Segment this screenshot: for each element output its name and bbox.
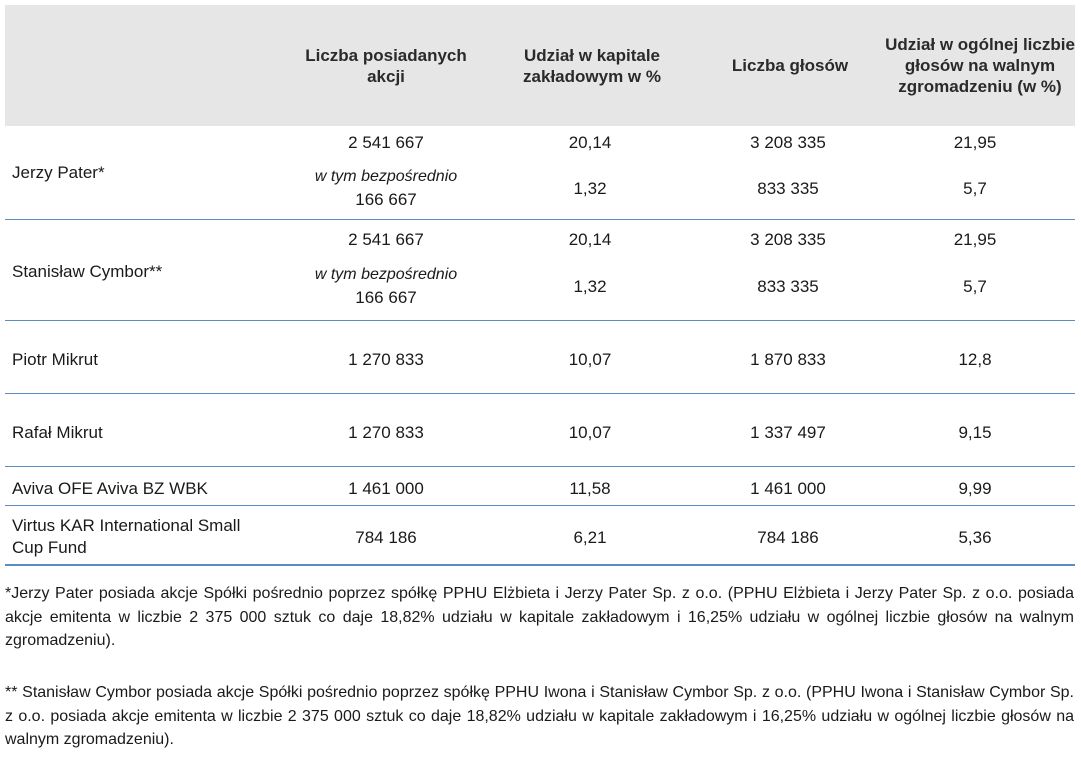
vote-share-cell: 5,36	[958, 528, 992, 547]
votes-cell: 1 870 833	[750, 350, 826, 369]
vote-share-cell: 21,95	[953, 133, 997, 152]
row-divider	[5, 393, 1075, 394]
shares-cell: 1 270 833	[348, 350, 424, 369]
shareholder-name: Stanisław Cymbor**	[12, 262, 163, 281]
direct-label: w tym bezpośrednio	[314, 266, 458, 283]
row-divider	[5, 320, 1075, 321]
footnote-jerzy-pater: *Jerzy Pater posiada akcje Spółki pośrednio poprzez spółkę PPHU Elżbieta i Jerzy Pater Sp. z o.o. (PPHU Elżbieta i Jerzy Pater Sp. z o.o. posiada akcje emitenta w liczbie 2 375 000 sztuk co daje 18,82% udziału w kapitale zakładowym i 16,25% udziału w ogólnej liczbie głosów na walnym zgromadzeniu).	[5, 585, 1074, 649]
shares-cell: 1 270 833	[348, 423, 424, 442]
header-capital-share: Udział w kapitale zakładowym w %	[523, 45, 661, 86]
shares-cell: 784 186	[355, 528, 417, 547]
votes-cell: 3 208 335	[750, 230, 826, 249]
capital-cell: 10,07	[568, 423, 612, 442]
header-vote-share: Udział w ogólnej liczbie głosów na walnym zgromadzeniu (w %)	[885, 35, 1075, 96]
direct-votes-cell: 833 335	[757, 179, 819, 198]
direct-capital-cell: 1,32	[573, 179, 607, 198]
vote-share-cell: 12,8	[958, 350, 992, 369]
header-votes: Liczba głosów	[731, 56, 849, 75]
vote-share-cell: 9,99	[958, 479, 992, 498]
direct-capital-cell: 1,32	[573, 277, 607, 296]
votes-cell: 3 208 335	[750, 133, 826, 152]
capital-cell: 6,21	[573, 528, 607, 547]
shareholder-name: Virtus KAR International Small Cup Fund	[12, 516, 241, 557]
capital-cell: 20,14	[568, 230, 612, 249]
direct-vote-share-cell: 5,7	[963, 277, 987, 296]
shares-cell: 1 461 000	[348, 479, 424, 498]
footnote-stanislaw-cymbor: ** Stanisław Cymbor posiada akcje Spółki pośrednio poprzez spółkę PPHU Iwona i Stanisław Cymbor Sp. z o.o. (PPHU Iwona i Stanisław Cymbor Sp. z o.o. posiada akcje emitenta w liczbie 2 375 000 sztuk co daje 18,82% udziału w kapitale zakładowym i 16,25% udziału w ogólnej liczbie głosów na walnym zgromadzeniu).	[5, 684, 1074, 748]
votes-cell: 1 461 000	[750, 479, 826, 498]
header-shares: Liczba posiadanych akcji	[305, 45, 467, 86]
row-divider	[5, 505, 1075, 506]
capital-cell: 11,58	[569, 479, 611, 498]
capital-cell: 10,07	[568, 350, 612, 369]
vote-share-cell: 21,95	[953, 230, 997, 249]
votes-cell: 784 186	[757, 528, 819, 547]
capital-cell: 20,14	[568, 133, 612, 152]
shareholder-name: Rafał Mikrut	[12, 423, 103, 442]
direct-vote-share-cell: 5,7	[963, 179, 987, 198]
shareholder-name: Aviva OFE Aviva BZ WBK	[12, 479, 208, 498]
direct-shares-cell: 166 667	[355, 190, 417, 209]
direct-votes-cell: 833 335	[757, 277, 819, 296]
row-divider	[5, 466, 1075, 467]
votes-cell: 1 337 497	[750, 423, 826, 442]
shares-cell: 2 541 667	[348, 133, 424, 152]
shareholder-name: Jerzy Pater*	[12, 163, 105, 182]
row-divider	[5, 219, 1075, 220]
shares-cell: 2 541 667	[348, 230, 424, 249]
table-bottom-rule	[5, 564, 1075, 566]
shareholder-name: Piotr Mikrut	[12, 350, 98, 369]
vote-share-cell: 9,15	[958, 423, 992, 442]
direct-shares-cell: 166 667	[355, 288, 417, 307]
direct-label: w tym bezpośrednio	[314, 168, 458, 185]
